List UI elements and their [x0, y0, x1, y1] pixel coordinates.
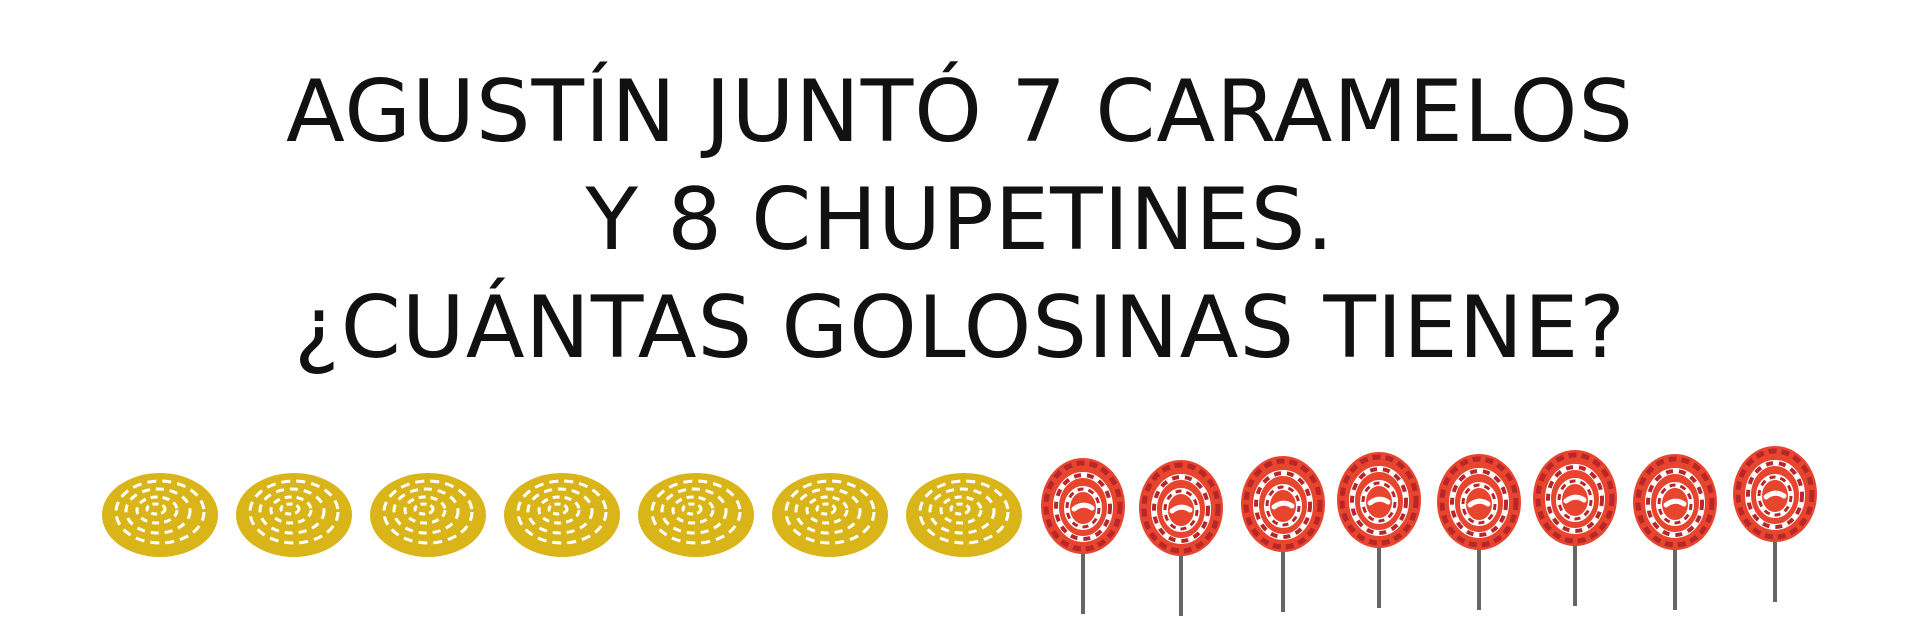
caramel-candy-icon — [770, 470, 890, 564]
sweets-illustration — [0, 440, 1920, 620]
problem-line-1: AGUSTÍN JUNTÓ 7 CARAMELOS — [286, 62, 1634, 162]
lollipop-icon — [1136, 458, 1226, 622]
lollipop-icon — [1530, 448, 1620, 612]
caramel-candy-icon — [904, 470, 1024, 564]
word-problem — [0, 58, 1920, 382]
lollipop-icon — [1434, 452, 1524, 616]
caramel-candy-icon — [234, 470, 354, 564]
caramel-candy-icon — [100, 470, 220, 564]
lollipop-icon — [1038, 456, 1128, 620]
lollipop-icon — [1630, 452, 1720, 616]
problem-line-3: ¿CUÁNTAS GOLOSINAS TIENE? — [294, 278, 1626, 378]
caramel-candy-icon — [368, 470, 488, 564]
caramel-candy-icon — [502, 470, 622, 564]
lollipop-icon — [1238, 454, 1328, 618]
caramel-candy-icon — [636, 470, 756, 564]
problem-line-2: Y 8 CHUPETINES. — [585, 170, 1335, 270]
lollipop-icon — [1334, 450, 1424, 614]
lollipop-icon — [1730, 444, 1820, 608]
